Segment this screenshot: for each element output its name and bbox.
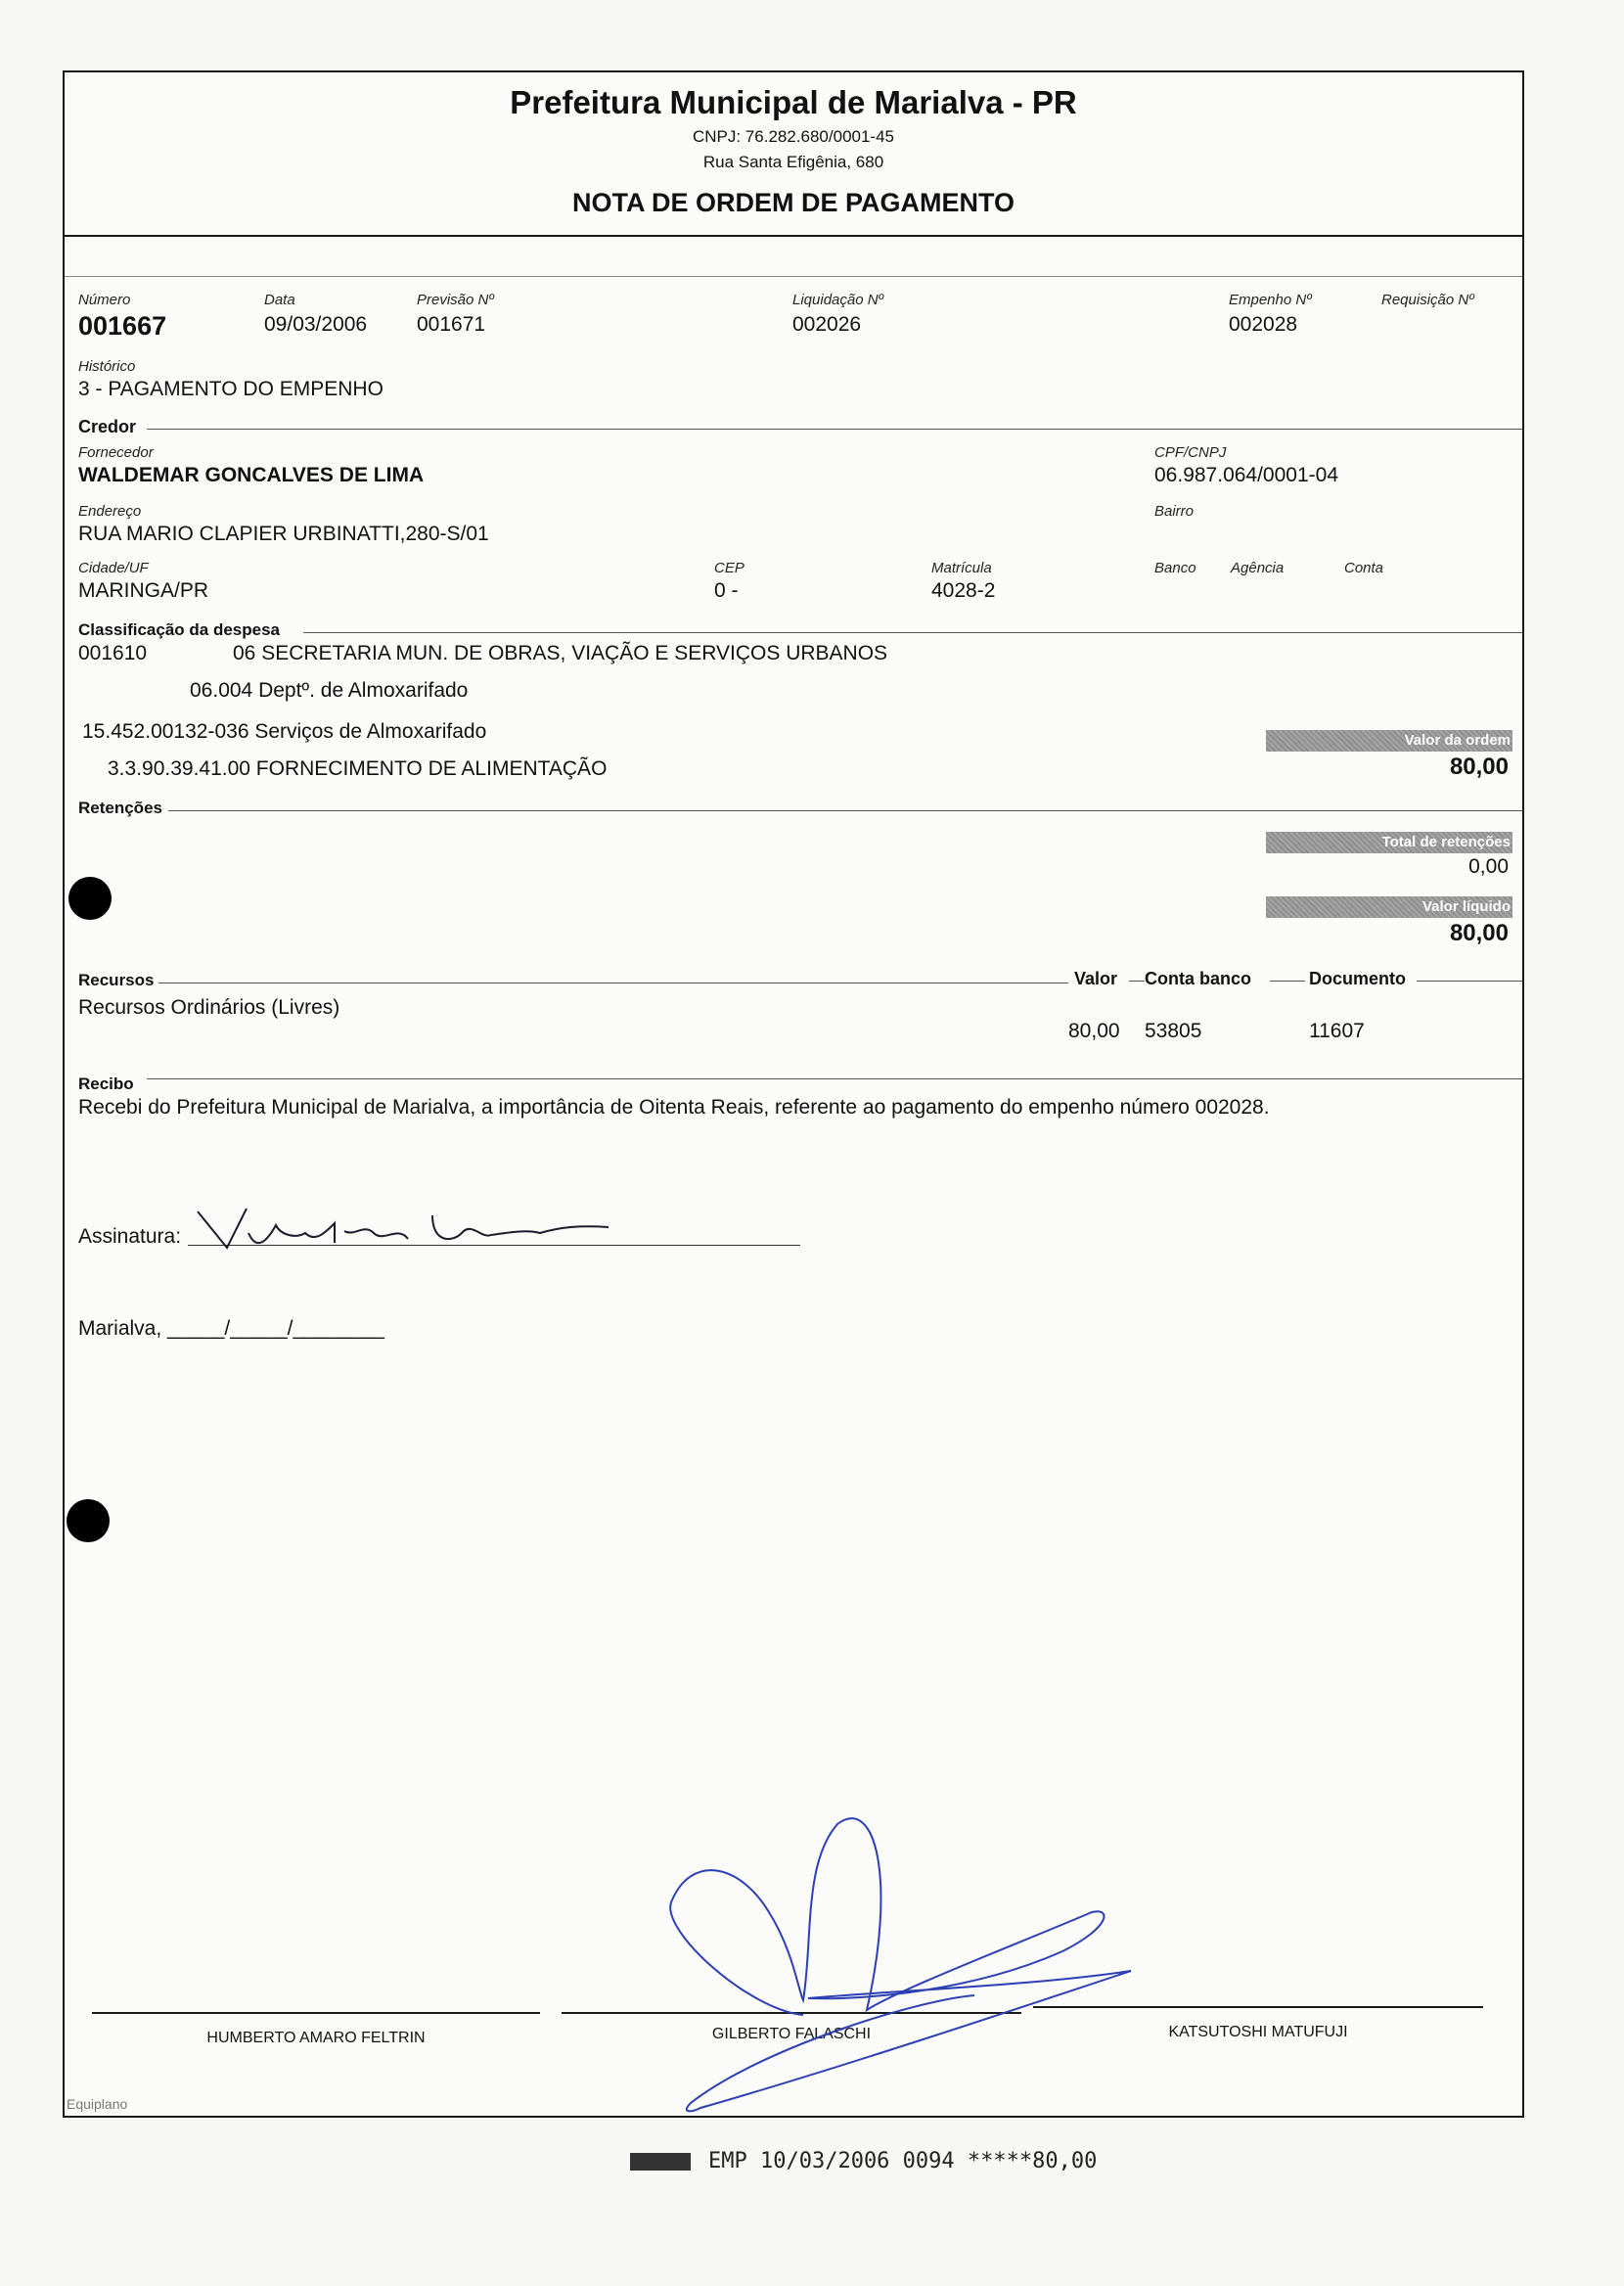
- data-label: Data: [264, 292, 295, 308]
- recursos-conta: 53805: [1145, 1020, 1202, 1042]
- local-data-line: Marialva, _____/_____/________: [78, 1317, 384, 1340]
- historico-label: Histórico: [78, 358, 136, 375]
- recibo-section: Recibo: [78, 1074, 134, 1093]
- recursos-valor: 80,00: [1068, 1020, 1120, 1042]
- document-title: NOTA DE ORDEM DE PAGAMENTO: [571, 188, 1015, 217]
- recursos-documento-label: Documento: [1309, 969, 1406, 988]
- liquidacao-value: 002026: [792, 313, 862, 336]
- endereco-value: RUA MARIO CLAPIER URBINATTI,280-S/01: [78, 523, 489, 545]
- requisicao-label: Requisição Nº: [1381, 292, 1474, 308]
- cpf-value: 06.987.064/0001-04: [1154, 464, 1339, 486]
- software-footer: Equiplano: [67, 2096, 128, 2112]
- numero-label: Número: [78, 292, 131, 308]
- classificacao-code: 001610: [78, 642, 148, 664]
- assinatura-label: Assinatura:: [78, 1225, 182, 1248]
- bairro-label: Bairro: [1154, 503, 1195, 520]
- endereco-label: Endereço: [78, 503, 142, 520]
- classificacao-section: Classificação da despesa: [78, 620, 281, 639]
- valor-ordem-label: Valor da ordem: [1266, 730, 1512, 752]
- cep-value: 0 -: [714, 579, 739, 602]
- classificacao-line3: 15.452.00132-036 Serviços de Almoxarifado: [82, 720, 487, 743]
- agencia-label: Agência: [1231, 560, 1285, 576]
- recibo-text: Recebi do Prefeitura Municipal de Marialva, a importância de Oitenta Reais, referente ao pagamento do empenho número 002028.: [78, 1096, 1270, 1119]
- banco-label: Banco: [1154, 560, 1196, 576]
- matricula-label: Matrícula: [931, 560, 992, 576]
- signatory-2: GILBERTO FALASCHI: [711, 2026, 872, 2042]
- previsao-label: Previsão Nº: [417, 292, 494, 308]
- classificacao-line1: 06 SECRETARIA MUN. DE OBRAS, VIAÇÃO E SERVIÇOS URBANOS: [233, 642, 888, 664]
- valor-ordem-value: 80,00: [1449, 754, 1509, 780]
- document-header: [65, 72, 1522, 237]
- address-line: Rua Santa Efigênia, 680: [702, 153, 884, 171]
- payment-order-form: [63, 70, 1524, 2118]
- cidade-label: Cidade/UF: [78, 560, 149, 576]
- data-value: 09/03/2006: [264, 313, 368, 336]
- signatory-1: HUMBERTO AMARO FELTRIN: [206, 2030, 426, 2046]
- recursos-descricao: Recursos Ordinários (Livres): [78, 996, 340, 1019]
- signatory-3: KATSUTOSHI MATUFUJI: [1168, 2024, 1348, 2040]
- recursos-section: Recursos: [78, 971, 155, 989]
- conta-label: Conta: [1344, 560, 1384, 576]
- classificacao-line4: 3.3.90.39.41.00 FORNECIMENTO DE ALIMENTAÇÃO: [108, 757, 608, 780]
- valor-liquido-label: Valor líquido: [1266, 896, 1512, 918]
- empenho-value: 002028: [1229, 313, 1298, 336]
- historico-value: 3 - PAGAMENTO DO EMPENHO: [78, 378, 383, 400]
- recursos-documento: 11607: [1309, 1020, 1365, 1042]
- bank-stamp: [630, 2149, 1097, 2173]
- recursos-valor-label: Valor: [1074, 969, 1118, 988]
- cidade-value: MARINGA/PR: [78, 579, 209, 602]
- punch-hole-bottom: [67, 1499, 110, 1542]
- previsao-value: 001671: [417, 313, 486, 336]
- classificacao-line2: 06.004 Deptº. de Almoxarifado: [190, 679, 469, 702]
- stamp-logo-icon: [630, 2153, 691, 2171]
- numero-value: 001667: [78, 311, 167, 341]
- credor-section: Credor: [78, 417, 137, 436]
- valor-liquido-value: 80,00: [1449, 920, 1509, 946]
- official-signature: [603, 1805, 1150, 2118]
- fornecedor-value: WALDEMAR GONCALVES DE LIMA: [78, 464, 425, 486]
- stamp-text: EMP 10/03/2006 0094 *****80,00: [708, 2149, 1098, 2173]
- municipality-title: Prefeitura Municipal de Marialva - PR: [510, 84, 1077, 120]
- liquidacao-label: Liquidação Nº: [792, 292, 884, 308]
- payee-signature: [188, 1204, 677, 1262]
- empenho-label: Empenho Nº: [1229, 292, 1312, 308]
- matricula-value: 4028-2: [931, 579, 996, 602]
- recursos-conta-label: Conta banco: [1145, 969, 1252, 988]
- fornecedor-label: Fornecedor: [78, 444, 154, 461]
- total-retencoes-value: 0,00: [1468, 855, 1509, 878]
- cnpj-line: CNPJ: 76.282.680/0001-45: [692, 127, 895, 146]
- punch-hole-top: [68, 877, 112, 920]
- cpf-label: CPF/CNPJ: [1154, 444, 1227, 461]
- retencoes-section: Retenções: [78, 799, 162, 817]
- cep-label: CEP: [714, 560, 744, 576]
- total-retencoes-label: Total de retenções: [1266, 832, 1512, 853]
